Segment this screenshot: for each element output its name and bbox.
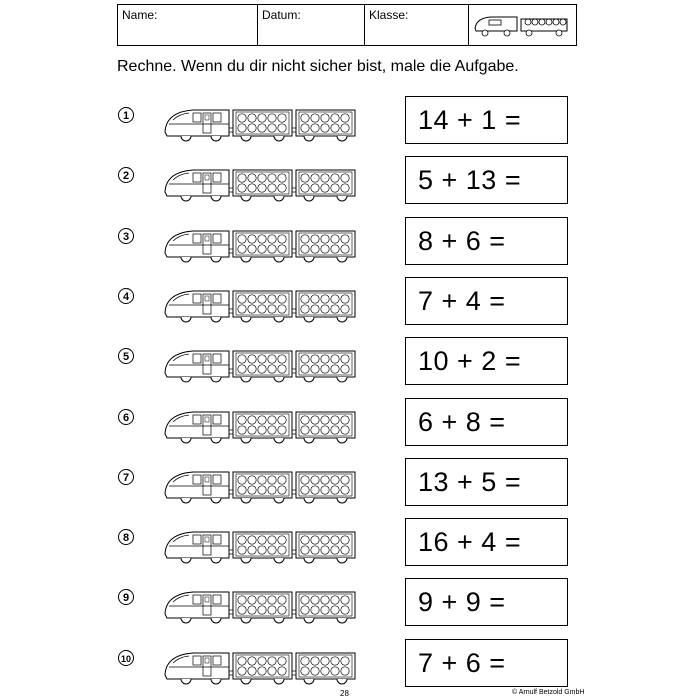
train-drawing bbox=[163, 102, 363, 151]
equation-box[interactable]: 13 + 5 = bbox=[405, 458, 568, 506]
task-row bbox=[0, 96, 700, 156]
equation-box[interactable]: 6 + 8 = bbox=[405, 398, 568, 446]
train-drawing bbox=[163, 584, 363, 628]
task-row bbox=[0, 639, 700, 699]
train-drawing bbox=[163, 162, 363, 211]
task-row bbox=[0, 458, 700, 518]
train-drawing bbox=[163, 464, 363, 513]
task-number: 4 bbox=[118, 288, 134, 304]
class-label: Klasse: bbox=[369, 8, 409, 22]
task-number: 7 bbox=[118, 469, 134, 485]
equation-box[interactable]: 5 + 13 = bbox=[405, 156, 568, 204]
task-row bbox=[0, 217, 700, 277]
equation-box[interactable]: 16 + 4 = bbox=[405, 518, 568, 566]
train-drawing bbox=[163, 283, 363, 327]
train-drawing bbox=[163, 404, 363, 448]
train-drawing bbox=[163, 223, 363, 272]
train-logo bbox=[469, 5, 576, 45]
train-drawing bbox=[163, 464, 363, 508]
train-drawing bbox=[163, 404, 363, 453]
instruction-text: Rechne. Wenn du dir nicht sicher bist, male die Aufgabe. bbox=[117, 58, 519, 75]
task-row bbox=[0, 277, 700, 337]
task-number: 1 bbox=[118, 107, 134, 123]
class-field[interactable] bbox=[365, 5, 469, 45]
task-row bbox=[0, 578, 700, 638]
task-number: 3 bbox=[118, 228, 134, 244]
task-number: 2 bbox=[118, 167, 134, 183]
date-field[interactable] bbox=[258, 5, 365, 45]
date-label: Datum: bbox=[262, 8, 301, 22]
train-drawing bbox=[163, 283, 363, 332]
name-field[interactable] bbox=[118, 5, 258, 45]
task-number: 5 bbox=[118, 348, 134, 364]
equation-box[interactable]: 8 + 6 = bbox=[405, 217, 568, 265]
equation-box[interactable]: 10 + 2 = bbox=[405, 337, 568, 385]
task-row bbox=[0, 518, 700, 578]
task-number: 6 bbox=[118, 409, 134, 425]
equation-box[interactable]: 7 + 6 = bbox=[405, 639, 568, 687]
train-drawing bbox=[163, 645, 363, 694]
train-drawing bbox=[163, 584, 363, 633]
train-drawing bbox=[163, 645, 363, 689]
train-drawing bbox=[163, 343, 363, 387]
page-number: 28 bbox=[340, 689, 349, 698]
equation-box[interactable]: 9 + 9 = bbox=[405, 578, 568, 626]
task-row bbox=[0, 156, 700, 216]
header-form bbox=[117, 4, 577, 46]
train-drawing bbox=[163, 524, 363, 568]
equation-box[interactable]: 14 + 1 = bbox=[405, 96, 568, 144]
equation-box[interactable]: 7 + 4 = bbox=[405, 277, 568, 325]
task-number: 8 bbox=[118, 529, 134, 545]
task-row bbox=[0, 398, 700, 458]
task-number: 9 bbox=[118, 589, 134, 605]
train-icon bbox=[473, 10, 571, 38]
task-row bbox=[0, 337, 700, 397]
train-drawing bbox=[163, 343, 363, 392]
name-label: Name: bbox=[122, 8, 158, 22]
train-drawing bbox=[163, 162, 363, 206]
copyright-text: © Arnulf Betzold GmbH bbox=[512, 689, 585, 696]
train-drawing bbox=[163, 524, 363, 573]
train-drawing bbox=[163, 223, 363, 267]
train-drawing bbox=[163, 102, 363, 146]
task-number: 10 bbox=[118, 650, 134, 666]
